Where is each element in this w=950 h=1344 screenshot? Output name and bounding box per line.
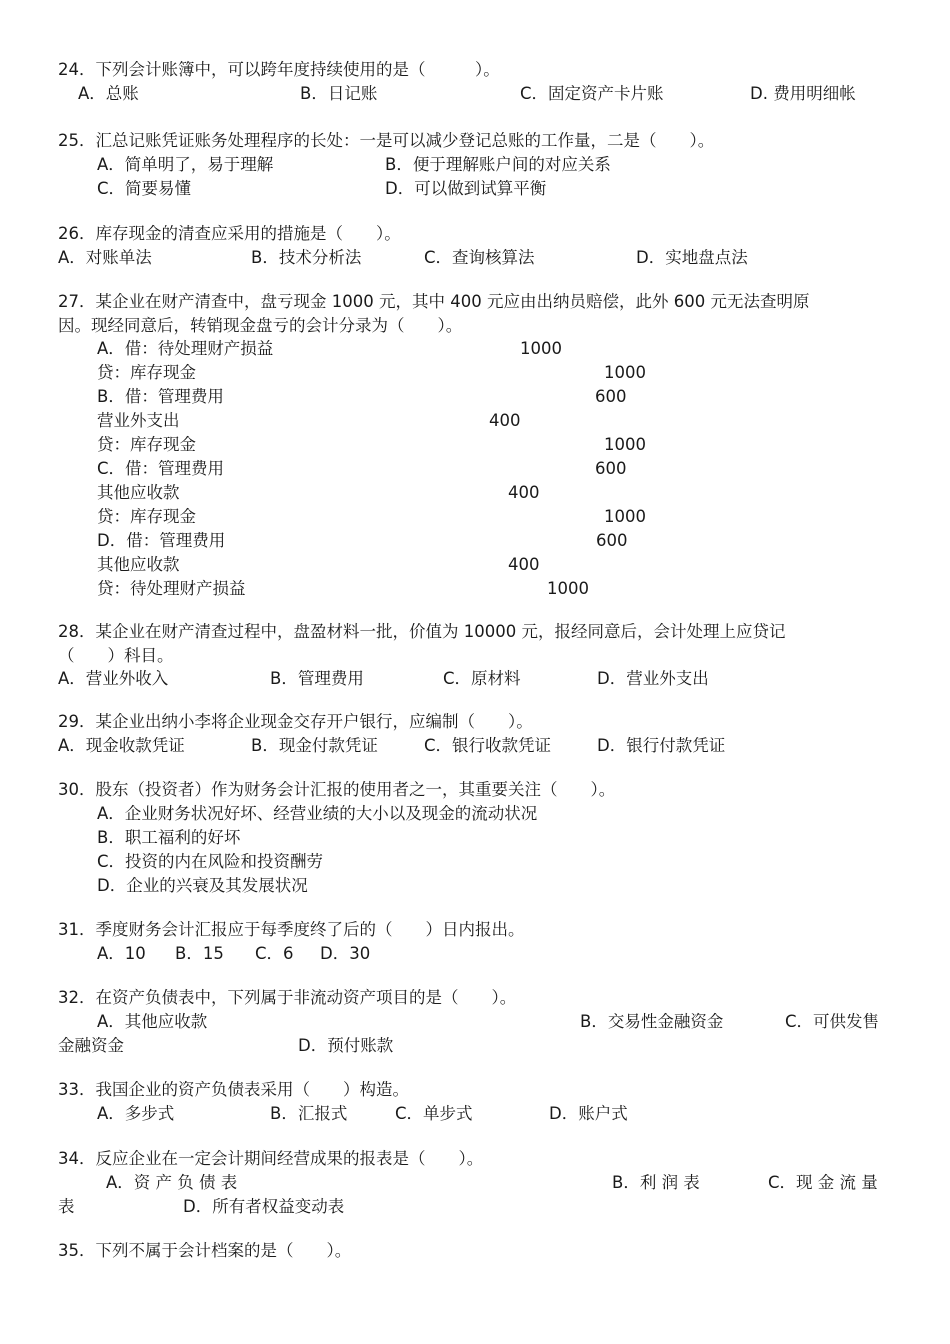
question-26-option-a: A．对账单法 [58,248,152,267]
entry-d-debit-amount-2: 400 [508,555,540,574]
entry-d-credit-amount: 1000 [547,579,589,598]
question-32-option-a: A．其他应收款 [97,1012,208,1031]
entry-c-debit-account-2: 其他应收款 [97,483,180,502]
question-32-option-c-cont: 金融资金 [58,1036,124,1055]
question-27-stem-cont: 因。现经同意后，转销现金盘亏的会计分录为（ ）。 [58,316,463,335]
question-25-option-d: D．可以做到试算平衡 [385,179,547,198]
question-26-stem: 26．库存现金的清查应采用的措施是（ ）。 [58,224,401,243]
entry-a-debit-account: A．借：待处理财产损益 [97,339,274,358]
entry-a-credit-amount: 1000 [604,363,646,382]
question-33-option-a: A．多步式 [97,1104,175,1123]
question-32-option-d: D．预付账款 [298,1036,394,1055]
question-26-option-c: C．查询核算法 [424,248,535,267]
question-30-option-b: B．职工福利的好坏 [97,828,241,847]
question-31-option-a: A．10 [97,944,146,963]
entry-d-debit-amount-1: 600 [596,531,628,550]
question-28-option-d: D．营业外支出 [597,669,709,688]
question-28-option-c: C．原材料 [443,669,521,688]
question-25-option-a: A．简单明了，易于理解 [97,155,274,174]
question-31-option-b: B．15 [175,944,224,963]
question-29-option-a: A．现金收款凭证 [58,736,185,755]
question-33-option-d: D．账户式 [549,1104,628,1123]
question-28-option-a: A．营业外收入 [58,669,169,688]
entry-a-credit-account: 贷：库存现金 [97,363,196,382]
question-29-option-c: C．银行收款凭证 [424,736,552,755]
question-33-option-c: C．单步式 [395,1104,473,1123]
question-25-option-b: B．便于理解账户间的对应关系 [385,155,611,174]
question-28-stem-cont: （ ）科目。 [58,646,174,665]
question-35-stem: 35．下列不属于会计档案的是（ ）。 [58,1241,352,1260]
entry-b-debit-account-1: B．借：管理费用 [97,387,224,406]
question-24-option-c: C．固定资产卡片账 [520,84,664,103]
question-34-option-b: B．利 润 表 [612,1173,700,1192]
entry-d-debit-account-2: 其他应收款 [97,555,180,574]
question-34-option-d: D．所有者权益变动表 [183,1197,345,1216]
question-25-option-c: C．简要易懂 [97,179,192,198]
question-27-stem: 27．某企业在财产清查中，盘亏现金 1000 元，其中 400 元应由出纳员赔偿，此外 600 元无法查明原 [58,292,810,311]
question-33-stem: 33．我国企业的资产负债表采用（ ）构造。 [58,1080,409,1099]
question-33-option-b: B．汇报式 [270,1104,348,1123]
question-31-option-c: C．6 [255,944,294,963]
question-29-stem: 29．某企业出纳小李将企业现金交存开户银行，应编制（ ）。 [58,712,533,731]
question-26-option-d: D．实地盘点法 [636,248,748,267]
question-29-option-d: D．银行付款凭证 [597,736,726,755]
entry-c-credit-amount: 1000 [604,507,646,526]
question-30-option-c: C．投资的内在风险和投资酬劳 [97,852,324,871]
entry-d-debit-account-1: D．借：管理费用 [97,531,226,550]
question-32-stem: 32．在资产负债表中，下列属于非流动资产项目的是（ ）。 [58,988,517,1007]
question-30-option-d: D．企业的兴衰及其发展状况 [97,876,308,895]
question-24-option-a: A．总账 [78,84,139,103]
question-24-option-b: B．日记账 [300,84,378,103]
entry-b-debit-amount-2: 400 [489,411,521,430]
question-34-option-a: A．资 产 负 债 表 [106,1173,238,1192]
question-34-option-c: C．现 金 流 量 [768,1173,878,1192]
entry-c-debit-account-1: C．借：管理费用 [97,459,225,478]
question-30-option-a: A．企业财务状况好坏、经营业绩的大小以及现金的流动状况 [97,804,538,823]
question-32-option-c: C．可供发售 [785,1012,880,1031]
question-28-option-b: B．管理费用 [270,669,364,688]
entry-c-debit-amount-2: 400 [508,483,540,502]
question-31-option-d: D．30 [320,944,371,963]
entry-b-debit-account-2: 营业外支出 [97,411,180,430]
question-32-option-b: B．交易性金融资金 [580,1012,724,1031]
entry-b-credit-amount: 1000 [604,435,646,454]
question-26-option-b: B．技术分析法 [251,248,362,267]
entry-c-credit-account: 贷：库存现金 [97,507,196,526]
question-30-stem: 30．股东（投资者）作为财务会计汇报的使用者之一，其重要关注（ ）。 [58,780,616,799]
question-24-stem: 24．下列会计账簿中，可以跨年度持续使用的是（ ）。 [58,60,500,79]
question-29-option-b: B．现金付款凭证 [251,736,378,755]
entry-c-debit-amount-1: 600 [595,459,627,478]
entry-b-debit-amount-1: 600 [595,387,627,406]
entry-a-debit-amount: 1000 [520,339,562,358]
question-28-stem: 28．某企业在财产清查过程中，盘盈材料一批，价值为 10000 元，报经同意后，会计处理上应贷记 [58,622,786,641]
question-34-option-c-cont: 表 [58,1197,75,1216]
question-24-option-d: D. 费用明细帐 [750,84,856,103]
question-25-stem: 25．汇总记账凭证账务处理程序的长处：一是可以减少登记总账的工作量，二是（ ）。 [58,131,715,150]
entry-b-credit-account: 贷：库存现金 [97,435,196,454]
entry-d-credit-account: 贷：待处理财产损益 [97,579,246,598]
question-34-stem: 34．反应企业在一定会计期间经营成果的报表是（ ）。 [58,1149,484,1168]
question-31-stem: 31．季度财务会计汇报应于每季度终了后的（ ）日内报出。 [58,920,525,939]
